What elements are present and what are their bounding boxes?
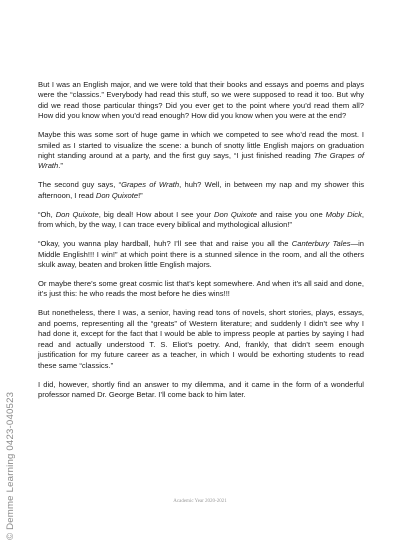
paragraph bbox=[38, 180, 364, 201]
paragraph-text: “Oh, bbox=[38, 209, 56, 219]
paragraph-text: Maybe this was some sort of huge game in which we competed to see who’d read the most. I smiled as I started to visualize the scene: a bunch of snotty little English majors on graduation night standing around at a party, and the first guy says, “I just finished reading bbox=[38, 130, 364, 161]
paragraph-text: , from which, by the way, I can trace every biblical and mythological allusion!” bbox=[38, 209, 364, 230]
paragraph-text: , big deal! How about I see your bbox=[98, 209, 215, 219]
paragraph bbox=[38, 380, 364, 401]
paragraph-text: Or maybe there’s some great cosmic list that’s kept somewhere. And when it’s all said and done, it’s just this: he who reads the most before he dies wins!!! bbox=[38, 279, 364, 299]
paragraph-text: “Okay, you wanna play hardball, huh? I’ll see that and raise you all the bbox=[38, 239, 292, 249]
paragraph bbox=[38, 308, 364, 370]
italic-title-text: Don Quixote bbox=[55, 209, 99, 219]
watermark-text: © Demme Learning 0423-040523 bbox=[5, 391, 16, 540]
body-text bbox=[38, 80, 364, 400]
italic-title-text: Don Quixote bbox=[214, 209, 258, 219]
paragraph-text: But I was an English major, and we were told that their books and essays and poems and plays were the “classics.” Everybody had read this stuff, so we were supposed to read it too. But why did we read those particular things? Did you ever get to the point where you’d read them all? How did you know when you’d read enough? How did you know when you were at the end? bbox=[38, 80, 364, 121]
page-footer: Academic Year 2020-2021 bbox=[173, 499, 227, 504]
paragraph-text: I did, however, shortly find an answer to my dilemma, and it came in the form of a wonderful professor named Dr. George Betar. I’ll come back to him later. bbox=[38, 379, 364, 399]
paragraph-text: But nonetheless, there I was, a senior, having read tons of novels, short stories, plays, essays, and poems, representing all the “greats” of Western literature; and suddenly I didn’t see why I had done it, except for the fact that I would be able to impress people at parties by saying I had read and actually understood T. S. Eliot’s poetry. And, frankly, that didn’t seem enough justification for my future career as a teacher, in which I would be exhorting students to read these same “classics.” bbox=[38, 308, 364, 370]
italic-title-text: Moby Dick bbox=[325, 209, 362, 219]
paragraph bbox=[38, 80, 364, 122]
italic-title-text: Grapes of Wrath bbox=[121, 180, 180, 190]
italic-title-text: Don Quixote bbox=[95, 190, 139, 200]
paragraph bbox=[38, 210, 364, 231]
paragraph-text: The second guy says, “ bbox=[38, 180, 122, 190]
paragraph bbox=[38, 239, 364, 270]
italic-title-text: The Grapes of Wrath bbox=[38, 151, 364, 171]
paragraph-text: .” bbox=[58, 161, 63, 171]
paragraph-text: and raise you one bbox=[257, 209, 326, 219]
paragraph-text: , huh? Well, in between my nap and my shower this afternoon, I read bbox=[38, 180, 364, 200]
italic-title-text: Canterbury Tales bbox=[291, 239, 351, 249]
paragraph bbox=[38, 279, 364, 300]
paragraph-text: !” bbox=[138, 190, 143, 200]
paragraph-text: —in Middle English!!! I win!” at which point there is a stunned silence in the room, and all the others skulk away, beaten and broken little English majors. bbox=[38, 239, 365, 270]
paragraph bbox=[38, 130, 364, 172]
